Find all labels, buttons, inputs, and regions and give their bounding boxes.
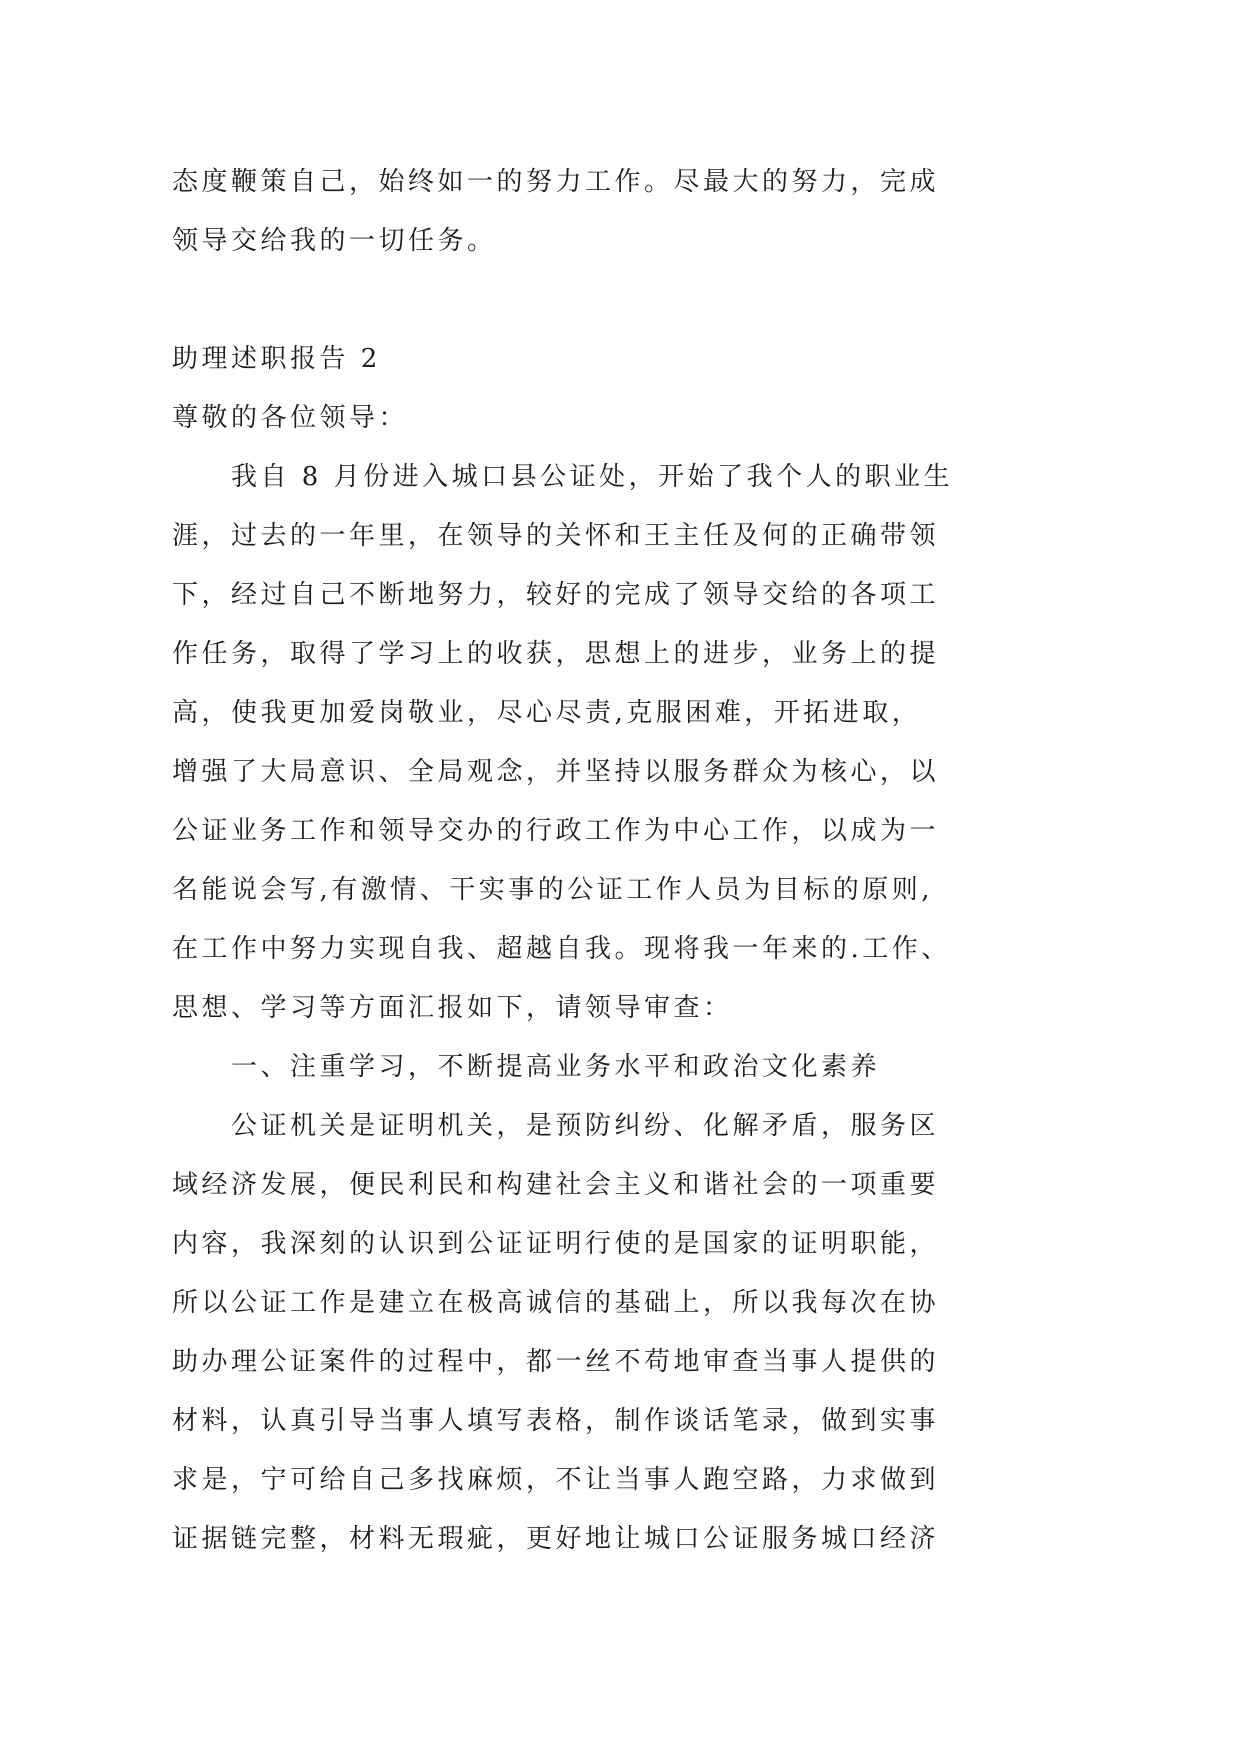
- salutation: 尊敬的各位领导：: [172, 403, 409, 433]
- paragraph-1-line: 证据链完整，材料无瑕疵，更好地让城口公证服务城口经济: [172, 1524, 940, 1554]
- paragraph-1-line: 内容，我深刻的认识到公证证明行使的是国家的证明职能，: [172, 1229, 940, 1259]
- previous-section-line: 态度鞭策自己，始终如一的努力工作。尽最大的努力，完成: [172, 167, 940, 197]
- intro-paragraph-line: 公证业务工作和领导交办的行政工作为中心工作，以成为一: [172, 816, 940, 846]
- paragraph-1-line: 助办理公证案件的过程中，都一丝不苟地审查当事人提供的: [172, 1347, 940, 1377]
- section-heading-1: 一、注重学习，不断提高业务水平和政治文化素养: [231, 1052, 881, 1082]
- intro-paragraph-line: 我自 8 月份进入城口县公证处，开始了我个人的职业生: [231, 462, 954, 492]
- paragraph-1-line: 公证机关是证明机关，是预防纠纷、化解矛盾，服务区: [231, 1111, 940, 1141]
- blank-line: [172, 271, 972, 330]
- intro-paragraph-line: 下，经过自己不断地努力，较好的完成了领导交给的各项工: [172, 580, 940, 610]
- intro-paragraph-line: 在工作中努力实现自我、超越自我。现将我一年来的.工作、: [172, 934, 951, 964]
- intro-paragraph-line: 名能说会写,有激情、干实事的公证工作人员为目标的原则,: [172, 875, 934, 905]
- intro-paragraph-line: 思想、学习等方面汇报如下，请领导审查：: [172, 993, 733, 1023]
- document-body: [172, 153, 972, 1569]
- paragraph-1-line: 所以公证工作是建立在极高诚信的基础上，所以我每次在协: [172, 1288, 940, 1318]
- previous-section-line: 领导交给我的一切任务。: [172, 226, 497, 256]
- paragraph-1-line: 材料，认真引导当事人填写表格，制作谈话笔录，做到实事: [172, 1406, 940, 1436]
- intro-paragraph-line: 作任务，取得了学习上的收获，思想上的进步，业务上的提: [172, 639, 940, 669]
- paragraph-1-line: 域经济发展，便民利民和构建社会主义和谐社会的一项重要: [172, 1170, 940, 1200]
- paragraph-1-line: 求是，宁可给自己多找麻烦，不让当事人跑空路，力求做到: [172, 1465, 940, 1495]
- intro-paragraph-line: 涯，过去的一年里，在领导的关怀和王主任及何的正确带领: [172, 521, 940, 551]
- intro-paragraph-line: 高，使我更加爱岗敬业，尽心尽责,克服困难，开拓进取，: [172, 698, 922, 728]
- intro-paragraph-line: 增强了大局意识、全局观念，并坚持以服务群众为核心，以: [172, 757, 940, 787]
- section-title: 助理述职报告 2: [172, 344, 381, 374]
